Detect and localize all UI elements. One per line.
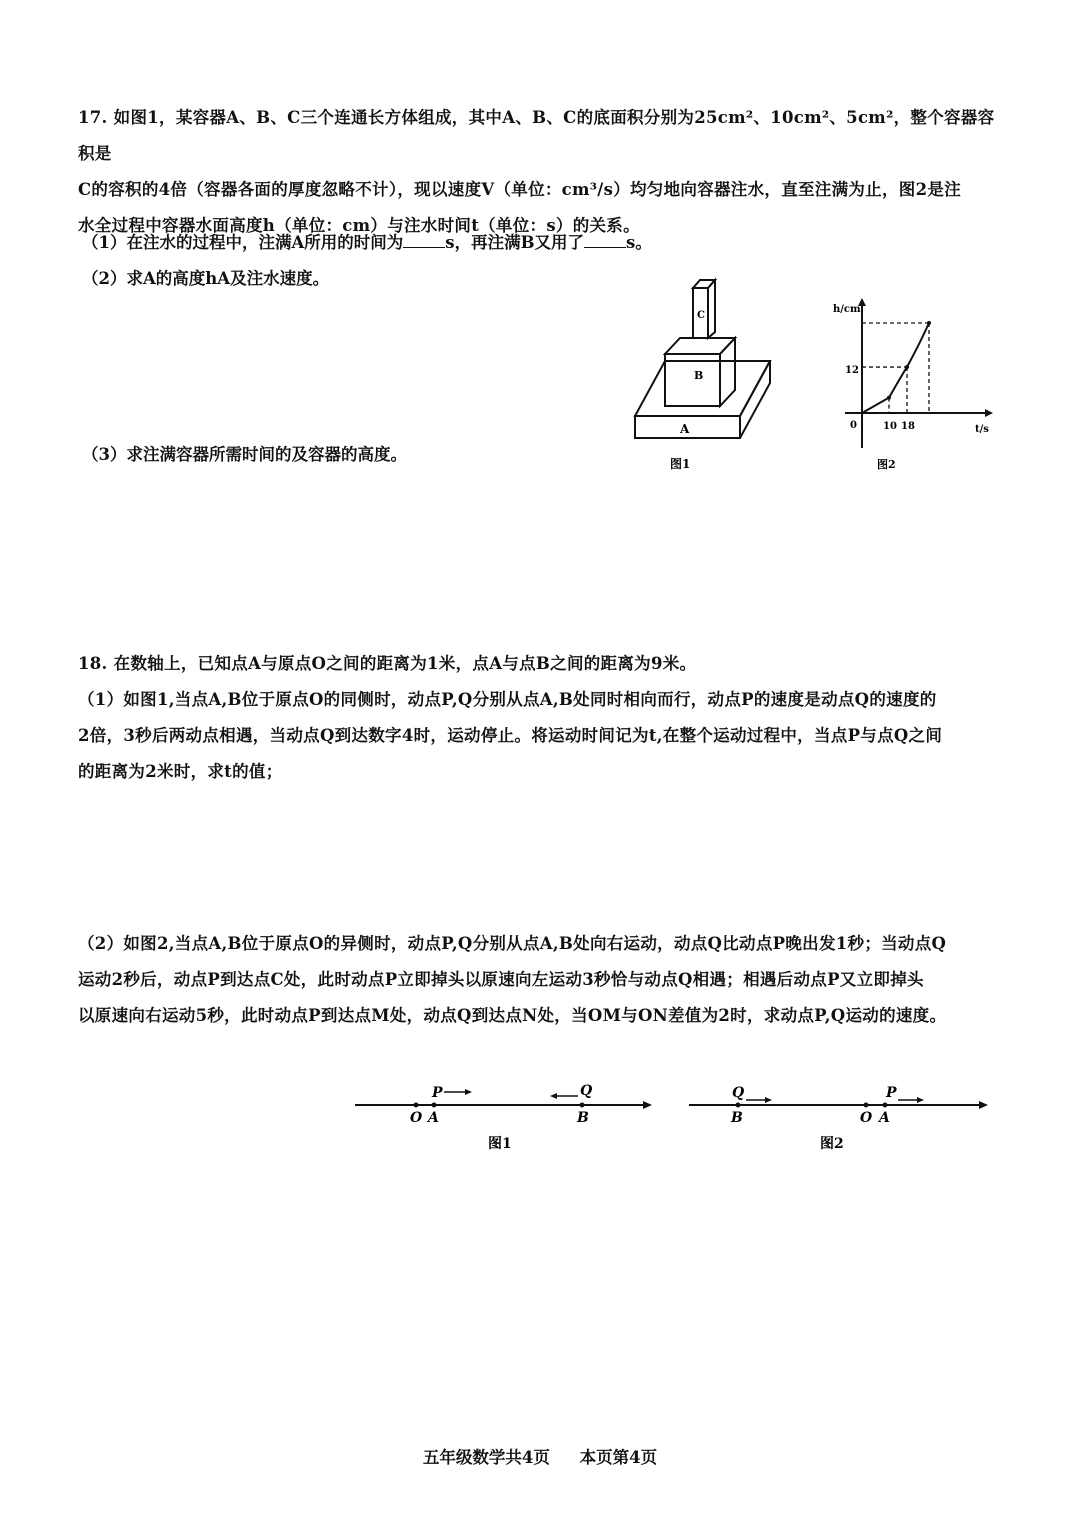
label-q: Q — [732, 1085, 745, 1101]
q-arrow-head — [550, 1093, 557, 1099]
q17-figure2-graph — [825, 296, 1000, 476]
point-o-dot — [864, 1103, 869, 1108]
q17-line2: C的容积的4倍（容器各面的厚度忽略不计），现以速度V（单位：cm³/s）均匀地向容器注水，直至注满为止，图2是注 — [78, 180, 961, 199]
h-t-curve — [862, 323, 929, 413]
y-axis-label: h/cm — [833, 304, 861, 315]
q17-stem — [78, 100, 998, 244]
q17-part1-text-a: （1）在注水的过程中，注满A所用的时间为 — [82, 233, 404, 252]
answer-blank[interactable] — [403, 233, 445, 248]
point-b-dot — [736, 1103, 741, 1108]
x-tick-10: 10 — [883, 421, 897, 432]
y-tick-12: 12 — [845, 365, 859, 376]
q18-part2-line3: 以原速向右运动5秒，此时动点P到达点M处，动点Q到达点N处，当OM与ON差值为2时，求动点P,Q运动的速度。 — [78, 1006, 947, 1025]
q18-part2-line1: （2）如图2,当点A,B位于原点O的异侧时，动点P,Q分别从点A,B处向右运动，动点Q比动点P晚出发1秒；当动点Q — [78, 934, 947, 953]
q18-intro: 18. 在数轴上，已知点A与原点O之间的距离为1米，点A与点B之间的距离为9米。 — [78, 654, 697, 673]
label-p: P — [432, 1085, 443, 1101]
point-b-dot — [580, 1103, 585, 1108]
q18-figure1-number-line — [350, 1075, 660, 1155]
fig2-caption: 图2 — [877, 458, 896, 471]
q18-figure2-number-line — [686, 1075, 996, 1155]
q18-part1 — [78, 682, 998, 790]
origin-label: 0 — [850, 420, 857, 431]
fig1-label-c: C — [697, 310, 705, 321]
label-p: P — [886, 1085, 897, 1101]
label-q: Q — [580, 1083, 593, 1099]
number-line-arrow — [643, 1101, 652, 1109]
point-o-dot — [414, 1103, 419, 1108]
q18-fig2-caption: 图2 — [820, 1136, 844, 1152]
q18-part1-line3: 的距离为2米时，求t的值； — [78, 762, 283, 781]
x-axis-label: t/s — [975, 424, 989, 435]
label-o: O — [410, 1110, 423, 1126]
q17-part2: （2）求A的高度hA及注水速度。 — [82, 269, 330, 288]
point-a-dot — [432, 1103, 437, 1108]
q-arrow-head — [765, 1097, 772, 1103]
number-line-arrow — [979, 1101, 988, 1109]
curve-point — [905, 365, 909, 369]
label-a: A — [879, 1110, 890, 1126]
label-b: B — [731, 1110, 743, 1126]
q18-part1-line1: （1）如图1,当点A,B位于原点O的同侧时，动点P,Q分别从点A,B处同时相向而行，动点P的速度是动点Q的速度的 — [78, 690, 937, 709]
q18-part2-line2: 运动2秒后，动点P到达点C处，此时动点P立即掉头以原速向左运动3秒恰与动点Q相遇；相遇后动点P又立即掉头 — [78, 970, 924, 989]
fig1-label-b: B — [694, 369, 704, 382]
q17-line1: 17. 如图1，某容器A、B、C三个连通长方体组成，其中A、B、C的底面积分别为25cm²、10cm²、5cm²，整个容器容积是 — [78, 108, 995, 163]
footer-current-page: 本页第4页 — [579, 1448, 658, 1467]
label-o: O — [860, 1110, 873, 1126]
point-a-dot — [883, 1103, 888, 1108]
p-arrow-head — [465, 1089, 472, 1095]
q17-part3: （3）求注满容器所需时间的及容器的高度。 — [82, 445, 407, 464]
q17-figure1-container — [630, 276, 780, 476]
p-arrow-head — [917, 1097, 924, 1103]
q17-part1-text-b: s，再注满B又用了 — [445, 233, 585, 252]
answer-blank[interactable] — [584, 233, 626, 248]
page-footer — [0, 1444, 1080, 1468]
q17-part1 — [82, 228, 652, 258]
q18-part1-line2: 2倍，3秒后两动点相遇，当动点Q到达数字4时，运动停止。将运动时间记为t,在整个运动过程中，当点P与点Q之间 — [78, 726, 943, 745]
x-axis-arrow — [985, 409, 993, 417]
curve-point — [927, 321, 931, 325]
footer-total-pages: 五年级数学共4页 — [422, 1448, 550, 1467]
fig1-label-a: A — [680, 422, 690, 436]
label-b: B — [577, 1110, 589, 1126]
curve-point — [887, 396, 891, 400]
q18-part2 — [78, 926, 998, 1034]
q17-part1-text-c: s。 — [626, 233, 652, 252]
label-a: A — [428, 1110, 439, 1126]
x-tick-18: 18 — [901, 421, 915, 432]
q17-line3: 水全过程中容器水面高度h（单位：cm）与注水时间t（单位：s）的关系。 — [78, 216, 640, 235]
q18-fig1-caption: 图1 — [488, 1136, 512, 1152]
fig1-caption: 图1 — [670, 457, 691, 471]
